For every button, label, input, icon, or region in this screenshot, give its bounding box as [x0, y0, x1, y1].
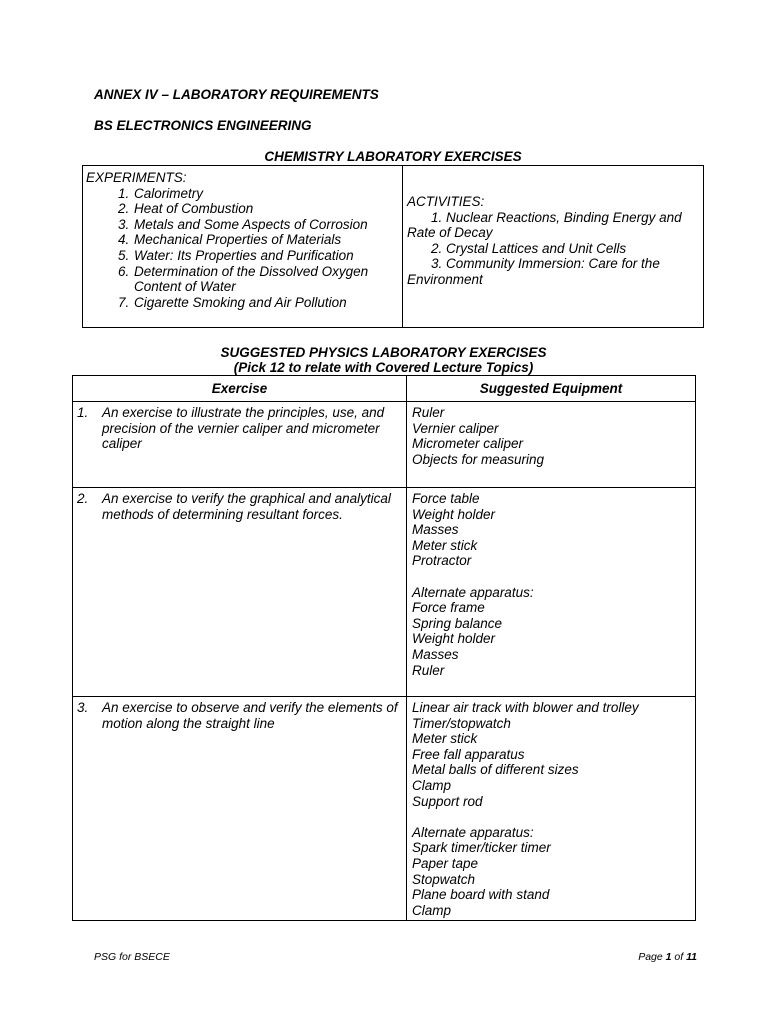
- activity-item: 3. Community Immersion: Care for the Environment: [407, 256, 660, 287]
- equipment-item: Protractor: [412, 553, 472, 569]
- exercise-text: An exercise to observe and verify the elements of motion along the straight line: [102, 700, 398, 731]
- table-row: [73, 488, 696, 697]
- alternate-item: Weight holder: [412, 631, 496, 647]
- experiment-item: 4. Mechanical Properties of Materials: [133, 232, 402, 248]
- experiments-cell: [83, 166, 403, 327]
- equipment-item: Support rod: [412, 793, 483, 809]
- exercise-number: 3.: [77, 700, 89, 715]
- alternate-item: Clamp: [412, 902, 452, 918]
- equipment-item: Clamp: [412, 777, 452, 793]
- experiment-item: 7. Cigarette Smoking and Air Pollution: [133, 295, 402, 311]
- activities-label: ACTIVITIES:: [407, 194, 485, 209]
- equipment-cell: [407, 488, 696, 697]
- column-header-exercise: Exercise: [73, 376, 407, 402]
- equipment-item: Force table: [412, 491, 480, 506]
- alternate-item: Ruler: [412, 662, 445, 678]
- alternate-item: Plane board with stand: [412, 887, 550, 903]
- activities-cell: [403, 166, 703, 327]
- alternate-item: Stopwatch: [412, 871, 476, 887]
- alternate-item: Spark timer/ticker timer: [412, 840, 551, 856]
- physics-subheading: (Pick 12 to relate with Covered Lecture Topics): [233, 360, 534, 375]
- experiment-item: 5. Water: Its Properties and Purification: [133, 248, 402, 264]
- alternate-item: Force frame: [412, 600, 485, 616]
- alternate-label: Alternate apparatus:: [412, 584, 534, 600]
- exercise-number: 1.: [77, 405, 89, 420]
- experiments-list: [86, 186, 402, 311]
- experiment-item: 1. Calorimetry: [133, 186, 402, 202]
- annex-title: ANNEX IV – LABORATORY REQUIREMENTS: [94, 87, 379, 102]
- equipment-item: Timer/stopwatch: [412, 715, 511, 731]
- equipment-cell: [407, 402, 696, 488]
- exercise-number: 2.: [77, 491, 89, 506]
- equipment-cell: [407, 697, 696, 921]
- alternate-item: Paper tape: [412, 855, 479, 871]
- exercise-cell: [73, 488, 407, 697]
- program-title: BS ELECTRONICS ENGINEERING: [94, 118, 312, 133]
- equipment-item: Ruler: [412, 405, 445, 420]
- alternate-item: Spring balance: [412, 615, 503, 631]
- activity-item: 1. Nuclear Reactions, Binding Energy and Rate of Decay: [407, 209, 682, 241]
- table-row: [73, 402, 696, 488]
- alternate-label: Alternate apparatus:: [412, 824, 534, 840]
- equipment-item: Free fall apparatus: [412, 746, 525, 762]
- column-header-equipment: Suggested Equipment: [407, 376, 696, 402]
- equipment-item: Linear air track with blower and trolley: [412, 700, 639, 715]
- activity-item: 2. Crystal Lattices and Unit Cells: [431, 240, 627, 256]
- chemistry-table: [82, 165, 704, 328]
- table-row: [73, 697, 696, 921]
- chemistry-heading: CHEMISTRY LABORATORY EXERCISES: [264, 149, 522, 164]
- experiments-label: EXPERIMENTS:: [86, 170, 187, 185]
- equipment-item: Metal balls of different sizes: [412, 762, 579, 778]
- equipment-item: Masses: [412, 522, 459, 538]
- equipment-item: Micrometer caliper: [412, 436, 524, 452]
- equipment-item: Objects for measuring: [412, 451, 545, 467]
- footer-left: PSG for BSECE: [94, 951, 170, 963]
- table-header-row: [73, 376, 696, 402]
- equipment-item: Vernier caliper: [412, 420, 499, 436]
- physics-table: [72, 375, 696, 921]
- equipment-item: Meter stick: [412, 731, 478, 747]
- alternate-item: Masses: [412, 646, 459, 662]
- experiment-item: 3. Metals and Some Aspects of Corrosion: [133, 217, 402, 233]
- exercise-text: An exercise to verify the graphical and analytical methods of determining resultant forces.: [102, 491, 391, 522]
- exercise-cell: [73, 402, 407, 488]
- exercise-cell: [73, 697, 407, 921]
- equipment-item: Meter stick: [412, 537, 478, 553]
- experiment-item: 6. Determination of the Dissolved Oxygen Content of Water: [133, 264, 402, 295]
- equipment-item: Weight holder: [412, 506, 496, 522]
- experiment-item: 2. Heat of Combustion: [133, 201, 402, 217]
- physics-heading: SUGGESTED PHYSICS LABORATORY EXERCISES: [220, 345, 547, 360]
- page-number: Page 1 of 11: [638, 951, 697, 963]
- exercise-text: An exercise to illustrate the principles, use, and precision of the vernier caliper and micrometer caliper: [102, 405, 385, 452]
